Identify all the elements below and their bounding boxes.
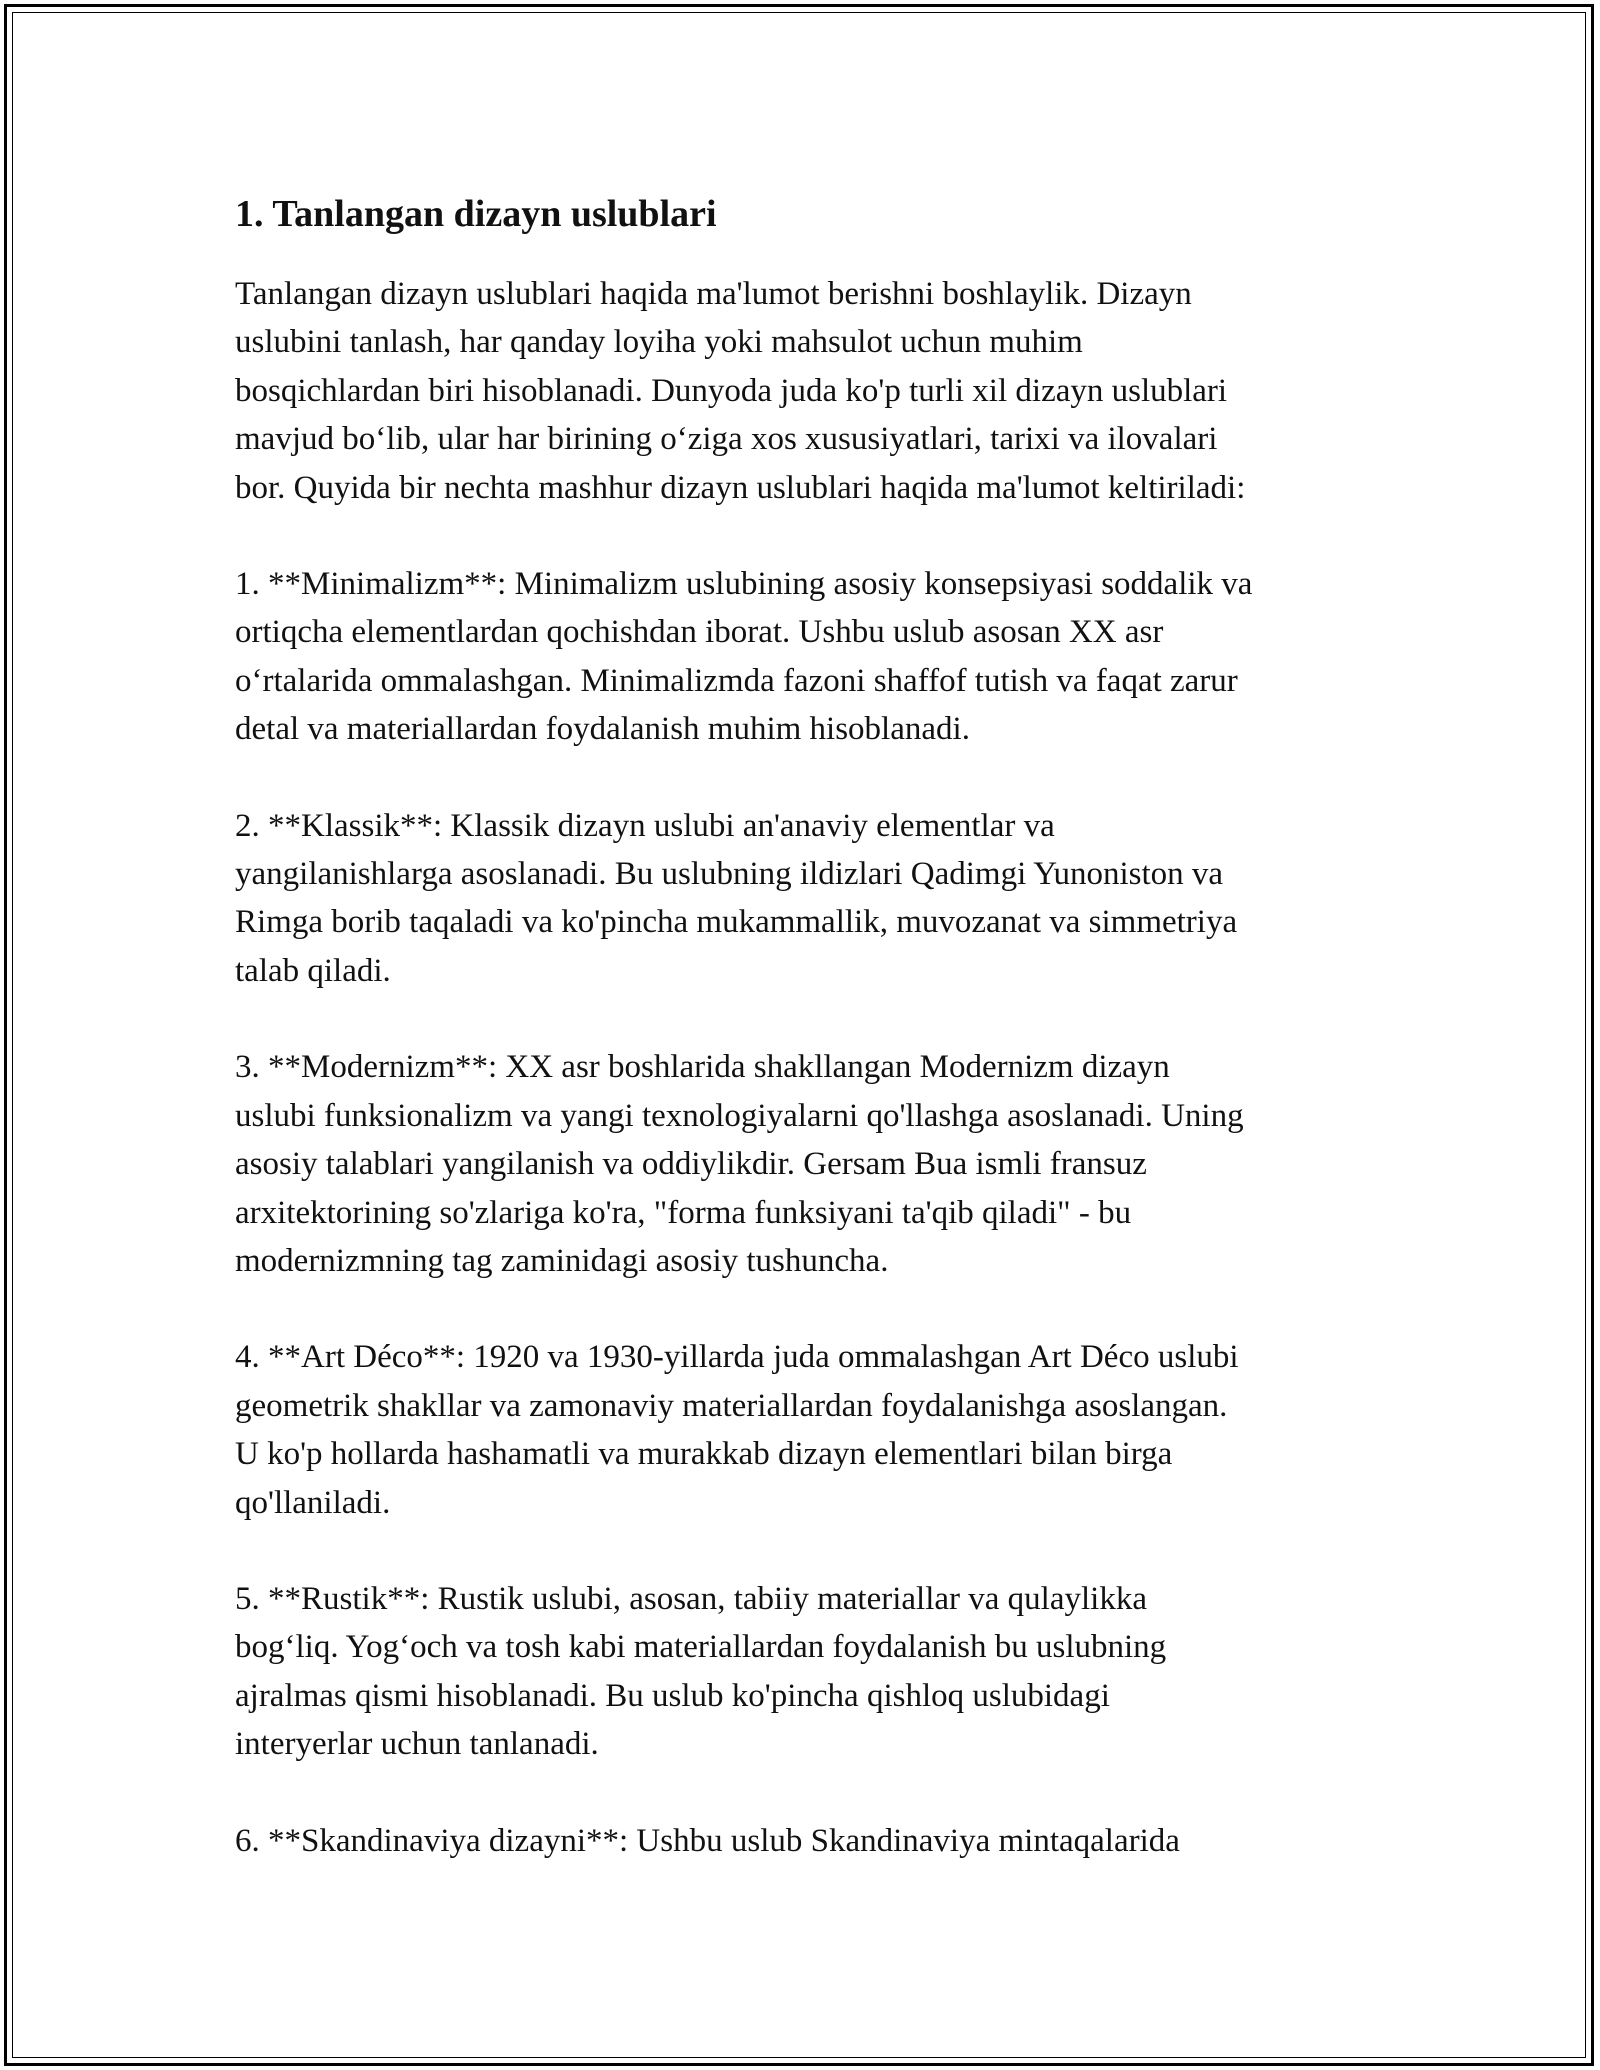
- text-line: 4. **Art Déco**: 1920 va 1930-yillarda juda ommalashgan Art Déco uslubi: [235, 1339, 1239, 1376]
- text-line: yangilanishlarga asoslanadi. Bu uslubning ildizlari Qadimgi Yunoniston va: [235, 856, 1224, 893]
- klassik-paragraph: [235, 802, 1395, 996]
- text-line: 3. **Modernizm**: XX asr boshlarida shakllangan Modernizm dizayn: [235, 1049, 1170, 1086]
- modernizm-paragraph: [235, 1043, 1395, 1285]
- text-line: mavjud bo‘lib, ular har birining o‘ziga xos xususiyatlari, tarixi va ilovalari: [235, 421, 1218, 458]
- skandinaviya-paragraph: [235, 1817, 1395, 1865]
- art-deco-paragraph: [235, 1333, 1395, 1527]
- text-line: bog‘liq. Yog‘och va tosh kabi materiallardan foydalanish bu uslubning: [235, 1629, 1167, 1666]
- document-body: [235, 186, 1395, 1913]
- minimalizm-paragraph: [235, 560, 1395, 754]
- text-line: arxitektorining so'zlariga ko'ra, "forma funksiyani ta'qib qiladi" - bu: [235, 1194, 1132, 1231]
- text-line: Tanlangan dizayn uslublari haqida ma'lumot berishni boshlaylik. Dizayn: [235, 276, 1192, 312]
- text-line: Rimga borib taqaladi va ko'pincha mukammallik, muvozanat va simmetriya: [235, 904, 1238, 941]
- text-line: bosqichlardan biri hisoblanadi. Dunyoda juda ko'p turli xil dizayn uslublari: [235, 372, 1228, 409]
- text-line: talab qiladi.: [235, 952, 391, 989]
- text-line: geometrik shakllar va zamonaviy materiallardan foydalanishga asoslangan.: [235, 1387, 1228, 1424]
- text-line: modernizmning tag zaminidagi asosiy tushuncha.: [235, 1242, 889, 1279]
- text-line: asosiy talablari yangilanish va oddiylikdir. Gersam Bua ismli fransuz: [235, 1146, 1147, 1183]
- intro-paragraph: [235, 270, 1395, 512]
- text-line: ortiqcha elementlardan qochishdan iborat. Ushbu uslub asosan XX asr: [235, 614, 1164, 651]
- text-line: uslubini tanlash, har qanday loyiha yoki mahsulot uchun muhim: [235, 324, 1083, 361]
- text-line: ajralmas qismi hisoblanadi. Bu uslub ko'pincha qishloq uslubidagi: [235, 1677, 1110, 1714]
- text-line: 2. **Klassik**: Klassik dizayn uslubi an'anaviy elementlar va: [235, 807, 1055, 844]
- text-line: 5. **Rustik**: Rustik uslubi, asosan, tabiiy materiallar va qulaylikka: [235, 1580, 1147, 1617]
- text-line: 1. **Minimalizm**: Minimalizm uslubining asosiy konsepsiyasi soddalik va: [235, 566, 1253, 603]
- text-line: U ko'p hollarda hashamatli va murakkab dizayn elementlari bilan birga: [235, 1436, 1173, 1473]
- text-line: bor. Quyida bir nechta mashhur dizayn uslublari haqida ma'lumot keltiriladi:: [235, 469, 1246, 506]
- text-line: detal va materiallardan foydalanish muhim hisoblanadi.: [235, 711, 970, 748]
- rustik-paragraph: [235, 1575, 1395, 1769]
- text-line: o‘rtalarida ommalashgan. Minimalizmda fazoni shaffof tutish va faqat zarur: [235, 662, 1238, 699]
- text-line: qo'llaniladi.: [235, 1484, 391, 1521]
- section-title: 1. Tanlangan dizayn uslublari: [235, 193, 717, 235]
- text-line: uslubi funksionalizm va yangi texnologiyalarni qo'llashga asoslanadi. Uning: [235, 1097, 1244, 1134]
- text-line: 6. **Skandinaviya dizayni**: Ushbu uslub Skandinaviya mintaqalarida: [235, 1822, 1180, 1859]
- text-line: interyerlar uchun tanlanadi.: [235, 1726, 599, 1763]
